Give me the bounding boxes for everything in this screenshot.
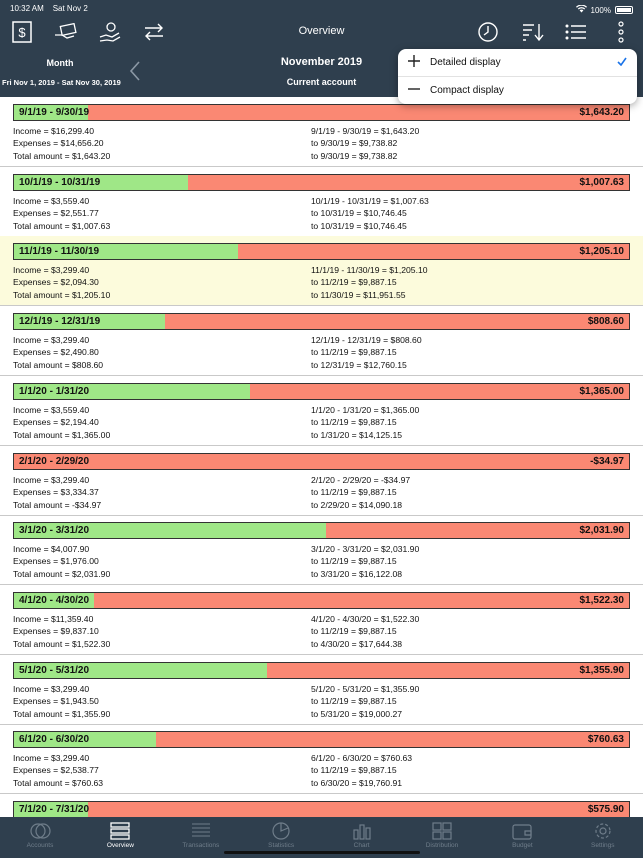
- total-amount-text: Total amount = $1,205.10: [13, 290, 111, 301]
- expenses-text: Expenses = $2,194.40: [13, 416, 99, 427]
- income-expense-bar: [13, 243, 630, 260]
- period-row[interactable]: [0, 97, 643, 167]
- period-balance-text: 11/1/19 - 11/30/19 = $1,205.10: [311, 265, 428, 276]
- settings-icon: [563, 821, 643, 841]
- period-range: 1/1/20 - 1/31/20: [19, 385, 90, 397]
- income-text: Income = $3,559.40: [13, 195, 90, 206]
- projected-balance-text: to 11/30/19 = $11,951.55: [311, 290, 406, 301]
- status-date: Sat Nov 2: [52, 4, 88, 13]
- total-amount-text: Total amount = $1,355.90: [13, 708, 111, 719]
- projected-balance-text: to 10/31/19 = $10,746.45: [311, 220, 407, 231]
- period-row[interactable]: [0, 236, 643, 306]
- expenses-text: Expenses = $1,976.00: [13, 556, 99, 567]
- tab-label: Chart: [353, 842, 370, 849]
- current-balance-text: to 11/2/19 = $9,887.15: [311, 486, 397, 497]
- display-mode-menu: [398, 49, 637, 104]
- expenses-text: Expenses = $9,837.10: [13, 625, 99, 636]
- sort-icon[interactable]: [521, 20, 545, 44]
- svg-text:$: $: [18, 25, 26, 40]
- total-amount-text: Total amount = $760.63: [13, 778, 104, 789]
- total-amount-text: Total amount = -$34.97: [13, 499, 102, 510]
- projected-balance-text: to 6/30/20 = $19,760.91: [311, 778, 403, 789]
- current-balance-text: to 11/2/19 = $9,887.15: [311, 556, 397, 567]
- income-text: Income = $16,299.40: [13, 126, 94, 136]
- income-expense-bar: [13, 731, 630, 748]
- income-text: Income = $3,299.40: [13, 335, 90, 346]
- income-expense-bar: [13, 522, 630, 539]
- distribution-icon: [402, 821, 482, 841]
- period-balance-text: 2/1/20 - 2/29/20 = -$34.97: [311, 474, 411, 485]
- period-row[interactable]: [0, 167, 643, 237]
- period-range: 4/1/20 - 4/30/20: [19, 594, 90, 606]
- current-balance-text: to 10/31/19 = $10,746.45: [311, 207, 407, 218]
- income-text: Income = $3,299.40: [13, 753, 90, 764]
- expenses-text: Expenses = $2,490.80: [13, 347, 99, 358]
- income-expense-bar: [13, 662, 630, 679]
- expenses-text: Expenses = $14,656.20: [13, 138, 104, 148]
- period-total: $1,643.20: [579, 107, 624, 118]
- period-total: -$34.97: [590, 455, 624, 467]
- status-bar: [10, 4, 633, 16]
- period-mode-button[interactable]: Month: [46, 58, 74, 68]
- clock-icon[interactable]: [476, 20, 500, 44]
- current-balance-text: to 11/2/19 = $9,887.15: [311, 765, 397, 776]
- battery-icon: [615, 6, 633, 14]
- period-total: $760.63: [587, 734, 624, 746]
- period-row[interactable]: [0, 446, 643, 516]
- chart-icon: [322, 821, 402, 841]
- period-balance-text: 10/1/19 - 10/31/19 = $1,007.63: [311, 195, 429, 206]
- date-range-label: Fri Nov 1, 2019 - Sat Nov 30, 2019: [2, 78, 121, 87]
- toolbar: [0, 18, 643, 46]
- income-expense-bar: [13, 592, 630, 609]
- income-expense-bar: [13, 104, 630, 121]
- income-expense-bar: [13, 174, 630, 191]
- wifi-icon: [576, 5, 587, 15]
- menu-item-detailed[interactable]: [398, 49, 637, 76]
- total-amount-text: Total amount = $1,522.30: [13, 638, 111, 649]
- period-range: 6/1/20 - 6/30/20: [19, 734, 90, 746]
- period-row[interactable]: [0, 655, 643, 725]
- tab-label: Distribution: [425, 842, 459, 849]
- period-balance-text: 3/1/20 - 3/31/20 = $2,031.90: [311, 544, 420, 555]
- tab-overview[interactable]: [80, 817, 160, 858]
- income-text: Income = $11,359.40: [13, 613, 94, 624]
- period-list[interactable]: [0, 97, 643, 817]
- period-title: November 2019: [280, 56, 363, 68]
- battery-percent: 100%: [590, 5, 611, 15]
- tab-accounts[interactable]: [0, 817, 80, 858]
- tab-label: Transactions: [182, 842, 220, 849]
- period-range: 7/1/20 - 7/31/20: [19, 804, 90, 815]
- period-total: $1,205.10: [579, 246, 624, 258]
- expenses-text: Expenses = $2,538.77: [13, 765, 99, 776]
- period-row[interactable]: [0, 306, 643, 376]
- period-range: 2/1/20 - 2/29/20: [19, 455, 90, 467]
- income-text: Income = $3,299.40: [13, 265, 90, 276]
- period-row[interactable]: [0, 585, 643, 655]
- checkmark-icon: [617, 57, 627, 69]
- total-amount-text: Total amount = $1,365.00: [13, 429, 111, 440]
- account-label[interactable]: Current account: [286, 77, 357, 87]
- total-amount-text: Total amount = $1,643.20: [13, 151, 111, 161]
- minus-icon: [398, 82, 430, 99]
- period-balance-text: 1/1/20 - 1/31/20 = $1,365.00: [311, 404, 420, 415]
- expenses-text: Expenses = $1,943.50: [13, 695, 99, 706]
- projected-balance-text: to 1/31/20 = $14,125.15: [311, 429, 403, 440]
- coins-icon: [0, 821, 80, 841]
- tab-label: Settings: [591, 842, 615, 849]
- status-time: 10:32 AM: [10, 4, 44, 13]
- period-range: 10/1/19 - 10/31/19: [19, 176, 101, 188]
- income-text: Income = $3,299.40: [13, 683, 90, 694]
- expenses-text: Expenses = $2,551.77: [13, 207, 99, 218]
- current-balance-text: to 11/2/19 = $9,887.15: [311, 625, 397, 636]
- home-indicator: [224, 851, 420, 854]
- transactions-icon: [161, 821, 241, 841]
- period-total: $1,522.30: [579, 594, 624, 606]
- menu-item-label: Detailed display: [430, 57, 501, 68]
- current-balance-text: to 9/30/19 = $9,738.82: [311, 138, 398, 148]
- period-balance-text: 6/1/20 - 6/30/20 = $760.63: [311, 753, 413, 764]
- total-amount-text: Total amount = $2,031.90: [13, 569, 111, 580]
- income-expense-bar: [13, 801, 630, 817]
- income-expense-bar: [13, 453, 630, 470]
- list-icon[interactable]: [564, 20, 588, 44]
- tab-label: Statistics: [268, 842, 295, 849]
- income-text: Income = $4,007.90: [13, 544, 90, 555]
- period-range: 11/1/19 - 11/30/19: [19, 246, 100, 258]
- period-balance-text: 9/1/19 - 9/30/19 = $1,643.20: [311, 126, 420, 136]
- expenses-text: Expenses = $2,094.30: [13, 277, 99, 288]
- projected-balance-text: to 4/30/20 = $17,644.38: [311, 638, 403, 649]
- period-balance-text: 4/1/20 - 4/30/20 = $1,522.30: [311, 613, 420, 624]
- tab-budget[interactable]: [482, 817, 562, 858]
- period-balance-text: 12/1/19 - 12/31/19 = $808.60: [311, 335, 422, 346]
- income-text: Income = $3,559.40: [13, 404, 90, 415]
- menu-item-compact[interactable]: [398, 77, 637, 104]
- statistics-icon: [241, 821, 321, 841]
- plus-icon: [398, 54, 430, 71]
- period-row[interactable]: [0, 794, 643, 817]
- tab-label: Accounts: [26, 842, 54, 849]
- period-range: 9/1/19 - 9/30/19: [19, 107, 90, 118]
- more-icon[interactable]: [609, 20, 633, 44]
- income-expense-bar: [13, 313, 630, 330]
- period-range: 12/1/19 - 12/31/19: [19, 316, 101, 328]
- projected-balance-text: to 5/31/20 = $19,000.27: [311, 708, 403, 719]
- current-balance-text: to 11/2/19 = $9,887.15: [311, 277, 397, 288]
- period-range: 5/1/20 - 5/31/20: [19, 664, 90, 676]
- period-row[interactable]: [0, 376, 643, 446]
- projected-balance-text: to 12/31/19 = $12,760.15: [311, 360, 407, 371]
- overview-icon: [80, 821, 160, 841]
- tab-settings[interactable]: [563, 817, 643, 858]
- projected-balance-text: to 3/31/20 = $16,122.08: [311, 569, 403, 580]
- current-balance-text: to 11/2/19 = $9,887.15: [311, 347, 397, 358]
- toolbar-title: Overview: [298, 25, 345, 37]
- current-balance-text: to 11/2/19 = $9,887.15: [311, 416, 397, 427]
- period-row[interactable]: [0, 724, 643, 794]
- income-text: Income = $3,299.40: [13, 474, 90, 485]
- period-total: $808.60: [587, 316, 624, 328]
- current-balance-text: to 11/2/19 = $9,887.15: [311, 695, 397, 706]
- period-total: $1,355.90: [579, 664, 624, 676]
- tab-label: Overview: [106, 842, 134, 849]
- period-range: 3/1/20 - 3/31/20: [19, 525, 90, 537]
- period-total: $1,365.00: [579, 385, 624, 397]
- period-balance-text: 5/1/20 - 5/31/20 = $1,355.90: [311, 683, 420, 694]
- income-expense-bar: [13, 383, 630, 400]
- menu-item-label: Compact display: [430, 85, 504, 96]
- projected-balance-text: to 9/30/19 = $9,738.82: [311, 151, 398, 161]
- tab-label: Budget: [512, 842, 533, 849]
- total-amount-text: Total amount = $1,007.63: [13, 220, 111, 231]
- period-row[interactable]: [0, 515, 643, 585]
- expenses-text: Expenses = $3,334.37: [13, 486, 99, 497]
- period-total: $2,031.90: [579, 525, 624, 537]
- projected-balance-text: to 2/29/20 = $14,090.18: [311, 499, 403, 510]
- period-total: $1,007.63: [579, 176, 624, 188]
- budget-icon: [482, 821, 562, 841]
- period-total: $575.90: [587, 804, 624, 815]
- total-amount-text: Total amount = $808.60: [13, 360, 104, 371]
